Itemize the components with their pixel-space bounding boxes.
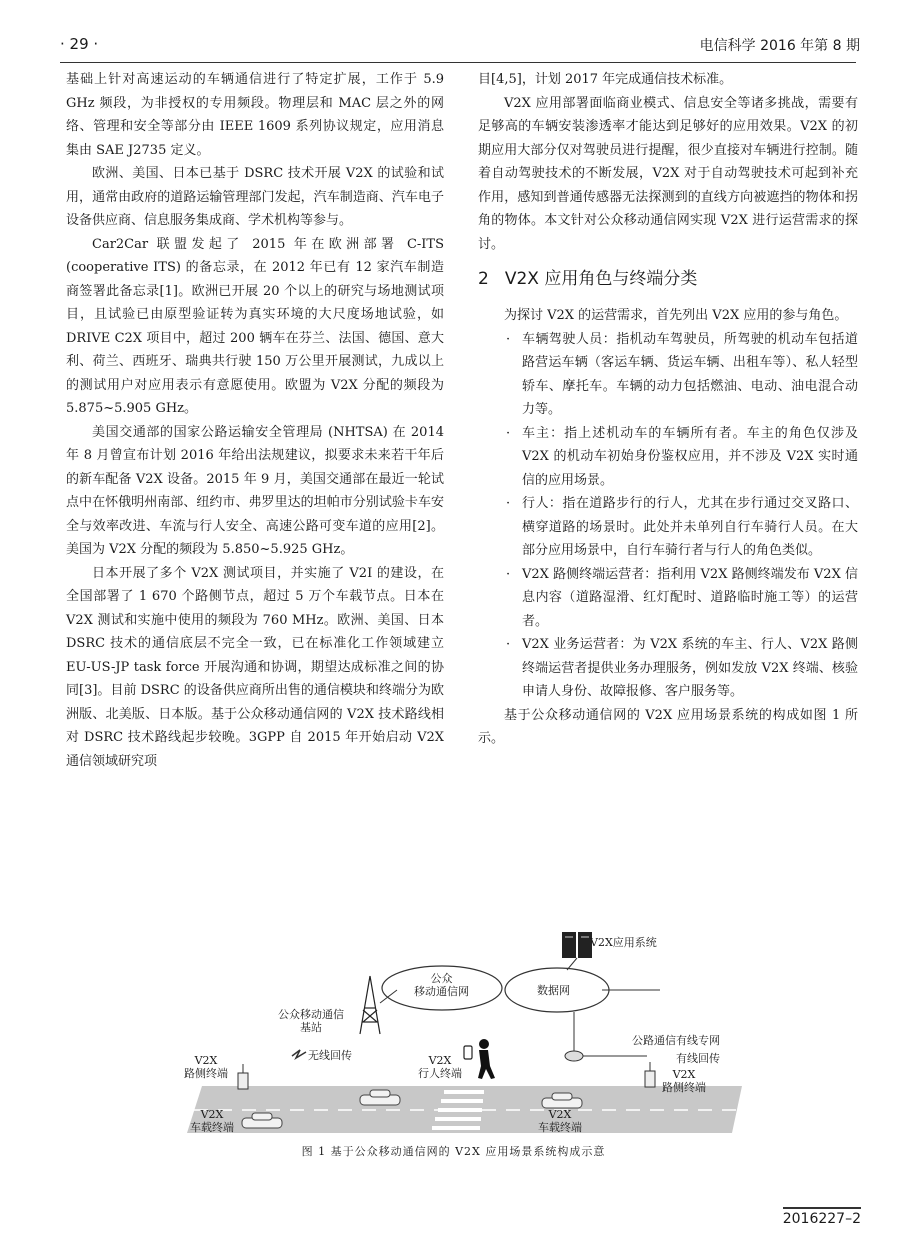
label-obu-left: V2X 车载终端 [190,1108,234,1134]
list-item: · V2X 路侧终端运营者：指利用 V2X 路侧终端发布 V2X 信息内容（道路湿滑、红灯配时、道路临时施工等）的运营者。 [506,563,858,634]
paragraph-dsrc-spec: 基础上针对高速运动的车辆通信进行了特定扩展，工作于 5.9 GHz 频段，为非授权的专用频段。物理层和 MAC 层之外的网络、管理和安全等部分由 IEEE 1609 系列协议规定，应用消息集由 SAE J2735 定义。 [66,72,444,158]
roadside-unit-icon [238,1064,248,1089]
figure-diagram [182,928,752,1138]
bullet-mark: · [506,425,511,441]
bullet-mark: · [506,566,511,582]
label-obu-right: V2X 车载终端 [538,1108,582,1134]
label-public-network: 公众 移动通信网 [414,972,469,998]
label-pedestrian-terminal: V2X 行人终端 [418,1054,462,1080]
paragraph-usa: 美国交通部的国家公路运输安全管理局 (NHTSA) 在 2014 年 8 月曾宣布计划 2016 年给出法规建议，拟要求未来若干年后的新车配备 V2X 设备。2015 年 9 月，美国交通部在最近一轮试点中在怀俄明州南部、纽约市、弗罗里达的坦帕市分别试验卡车安全与效率改进、车流与行人安全、高速公路可变车道的应用[2]。美国为 V2X 分配的频段为 5.850~5.925 GHz。 [66,424,444,557]
label-wireless-return: 无线回传 [308,1049,352,1062]
paragraph-europe: Car2Car 联盟发起了 2015 年在欧洲部署 C-ITS (cooperative ITS) 的备忘录，在 2012 年已有 12 家汽车制造商签署此备忘录[1]。欧洲已开展 20 个以上的研究与场地测试项目，且试验已由原型验证转为真实环境的大尺度场地试验，如 DRIVE C2X 项目中，超过 200 辆车在芬兰、法国、德国、意大利、荷兰、西班牙、瑞典共行驶 150 万公里开展测试，九成以上的测试用户对应用表示有意愿使用。欧盟为 V2X 分配的频段为 5.875~5.905 GHz。 [66,236,444,416]
paragraph-trials: 欧洲、美国、日本已基于 DSRC 技术开展 V2X 的试验和试用，通常由政府的道路运输管理部门发起，汽车制造商、汽车电子设备供应商、信息服务集成商、学术机构等参与。 [66,166,444,228]
label-rsu-right: V2X 路侧终端 [662,1068,706,1094]
page-header [60,33,860,61]
list-item: · 行人：指在道路步行的行人，尤其在步行通过交叉路口、横穿道路的场景时。此处并未单列自行车骑行人员。在大部分应用场景中，自行车骑行者与行人的角色类似。 [506,492,858,563]
roadside-unit-icon [645,1062,655,1087]
phone-icon [464,1046,472,1059]
label-wired-return: 有线回传 [676,1052,720,1065]
list-item: · 车辆驾驶人员：指机动车驾驶员，所驾驶的机动车包括道路营运车辆（客运车辆、货运车辆、出租车等）、私人轻型轿车、摩托车。车辆的动力包括燃油、电动、油电混合动力等。 [506,328,858,422]
list-item: · 车主：指上述机动车的车辆所有者。车主的角色仅涉及 V2X 的机动车初始身份鉴权应用，并不涉及 V2X 实时通信的应用场景。 [506,422,858,493]
router-icon [565,1051,583,1061]
bullet-mark: · [506,637,511,652]
label-rsu-left: V2X 路侧终端 [184,1054,228,1080]
page-number: · 29 · [60,35,99,53]
bullet-mark: · [506,331,511,347]
label-base-station: 公众移动通信 基站 [278,1008,344,1034]
label-data-network: 数据网 [537,984,570,997]
paragraph-roles-intro: 为探讨 V2X 的运营需求，首先列出 V2X 应用的参与角色。 [504,308,848,323]
list-item: · V2X 业务运营者：为 V2X 系统的车主、行人、V2X 路侧终端运营者提供业务办理服务，例如发放 V2X 终端、核验申请人身份、故障报修、客户服务等。 [506,633,858,704]
right-column [478,68,858,751]
label-app-system: V2X应用系统 [590,936,657,949]
journal-issue: 电信科学 2016 年第 8 期 [699,38,860,54]
paragraph-challenges: V2X 应用部署面临商业模式、信息安全等诸多挑战，需要有足够高的车辆安装渗透率才能达到足够好的应用效果。V2X 的初期应用大部分仅对驾驶员进行提醒，很少直接对车辆进行控制。随着自动驾驶技术的不断发展，V2X 对于自动驾驶技术可起到补充作用，感知到普通传感器无法探测到的直线方向被遮挡的物体和拐角的物体。本文针对公众移动通信网实现 V2X 进行运营需求的探讨。 [478,95,858,252]
figure-caption: 图 1 基于公众移动通信网的 V2X 应用场景系统构成示意 [301,1145,606,1158]
figure-1 [182,928,752,1138]
paragraph-figure-ref: 基于公众移动通信网的 V2X 应用场景系统的构成如图 1 所示。 [478,707,858,746]
pedestrian-icon [478,1039,495,1079]
roles-list [506,328,858,704]
document-id: 2016227–2 [783,1207,861,1227]
label-road-network: 公路通信有线专网 [632,1034,720,1047]
paragraph-japan: 日本开展了多个 V2X 测试项目，并实施了 V2I 的建设，在全国部署了 1 670 个路侧节点，超过 5 万个车载节点。日本在 V2X 测试和实施中使用的频段为 760 MHz。欧洲、美国、日本 DSRC 技术的通信底层不完全一致，已在标准化工作领域建立 EU-US-JP task force 开展沟通和协调，期望达成标准之间的协同[3]。目前 DSRC 的设备供应商所出售的通信模块和终端分为欧洲版、北美版、日本版。基于公众移动通信网的 V2X 技术路线相对 DSRC 技术路线起步较晚。3GPP 自 2015 年开始启动 V2X 通信领域研究项 [66,565,444,769]
section-number: 2 [478,269,489,289]
section-heading [478,266,858,292]
server-icon [562,932,592,958]
tower-icon [360,976,380,1034]
left-column [66,68,444,773]
wireless-icon [292,1050,306,1058]
bullet-mark: · [506,496,511,511]
section-title: V2X 应用角色与终端分类 [504,269,698,289]
paragraph-continuation: 目[4,5]，计划 2017 年完成通信技术标准。 [478,72,733,87]
header-rule [60,62,856,63]
